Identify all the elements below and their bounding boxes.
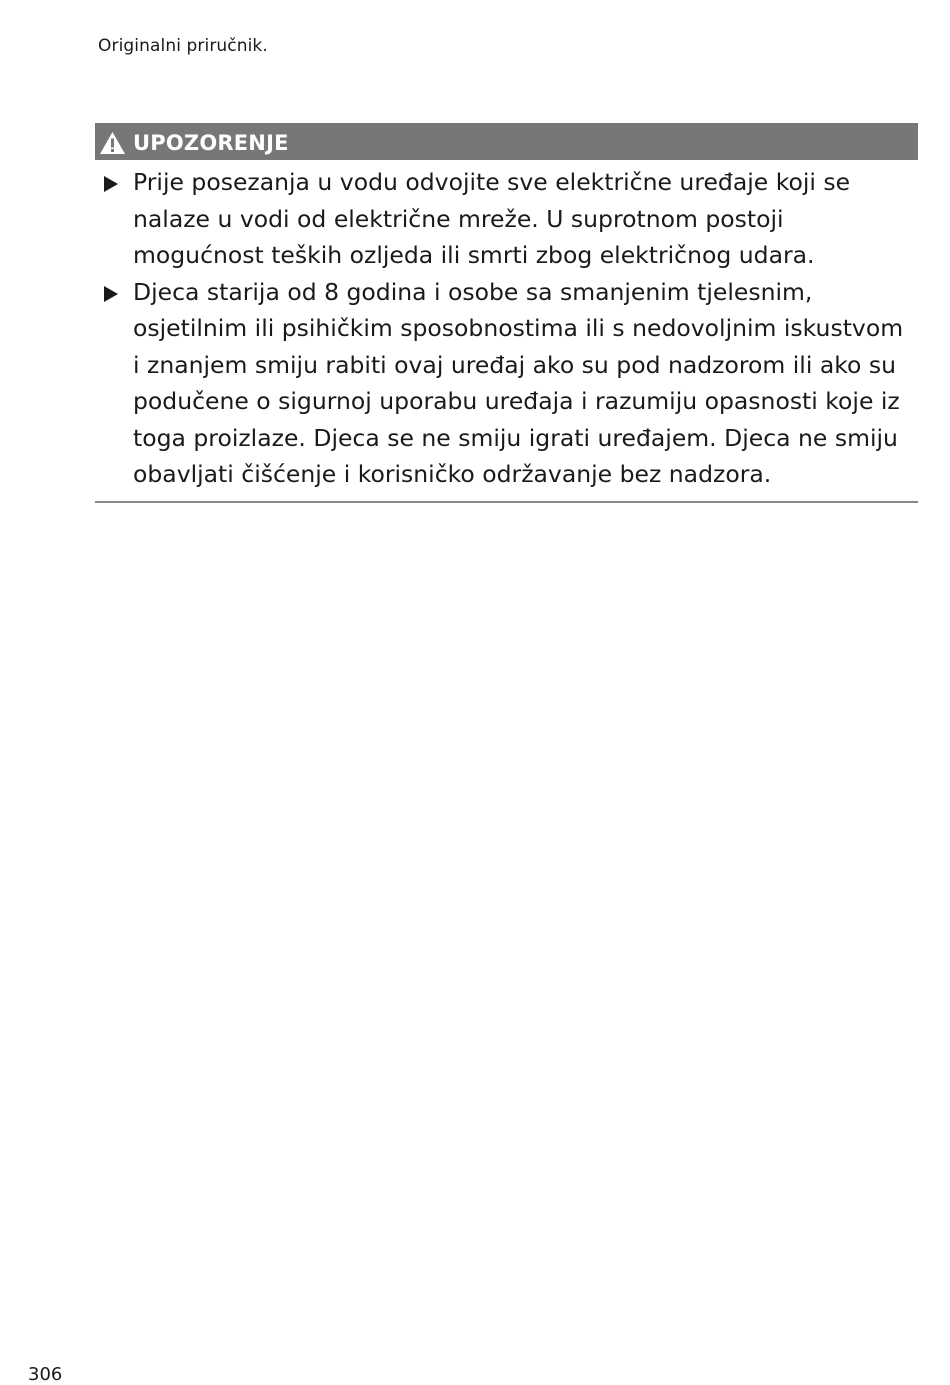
warning-list-item [95, 164, 918, 274]
warning-item-text: Prije posezanja u vodu odvojite sve električne uređaje koji se nalaze u vodi od električne mreže. U suprotnom postoji mogućnost teških ozljeda ili smrti zbog električnog udara. [133, 168, 851, 269]
warning-list-item [95, 274, 918, 493]
bullet-arrow-icon [104, 286, 118, 302]
warning-header-bar [95, 123, 918, 160]
bullet-arrow-icon [104, 176, 118, 192]
warning-triangle-icon [99, 131, 126, 155]
warning-item-text: Djeca starija od 8 godina i osobe sa smanjenim tjelesnim, osjetilnim ili psihičkim sposobnostima ili s nedovoljnim iskustvom i znanjem smiju rabiti ovaj uređaj ako su pod nadzorom ili ako su podučene o sigurnoj uporabu uređaja i razumiju opasnosti koje iz toga proizlaze. Djeca se ne smiju igrati uređajem. Djeca ne smiju obavljati čišćenje i korisničko održavanje bez nadzora. [133, 277, 904, 488]
page-header: Originalni priručnik. [98, 36, 268, 56]
warning-box [95, 123, 918, 503]
warning-bottom-divider [95, 501, 918, 503]
warning-title: UPOZORENJE [133, 131, 289, 155]
page-number: 306 [28, 1364, 63, 1385]
warning-list [95, 164, 918, 493]
